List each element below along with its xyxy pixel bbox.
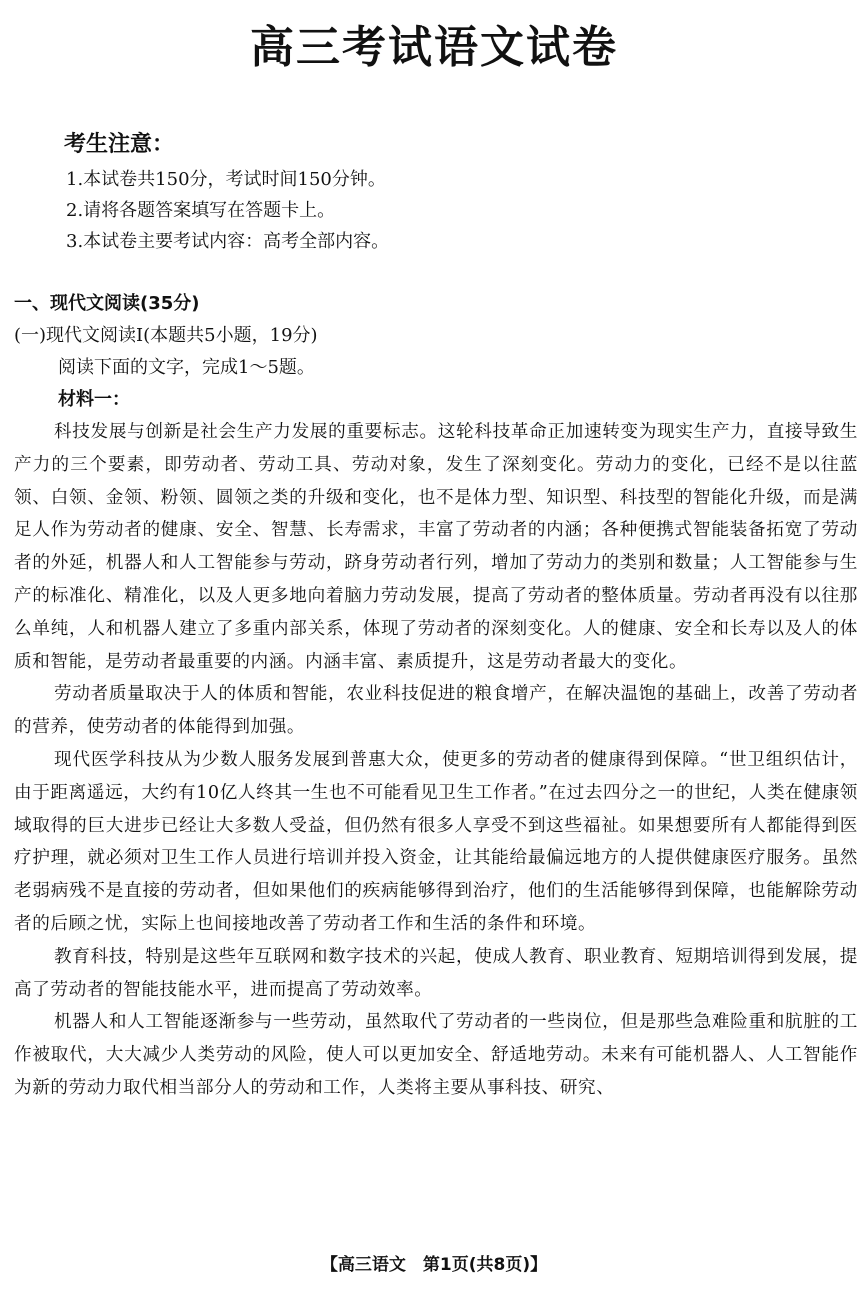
section-instruction: 阅读下面的文字，完成1～5题。 (58, 357, 315, 378)
section-subheading: (一)现代文阅读Ⅰ(本题共5小题，19分) (14, 325, 318, 346)
passage-paragraph: 劳动者质量取决于人的体质和智能，农业科技促进的粮食增产，在解决温饱的基础上，改善了劳动者的营养，使劳动者的体能得到加强。 (14, 684, 858, 738)
candidate-notice (64, 128, 824, 257)
notice-item: 2.请将各题答案填写在答题卡上。 (66, 200, 336, 221)
page-footer: 【高三语文 第1页(共8页)】 (320, 1255, 548, 1275)
passage-paragraph: 教育科技，特别是这些年互联网和数字技术的兴起，使成人教育、职业教育、短期培训得到发展，提高了劳动者的智能技能水平，进而提高了劳动效率。 (14, 946, 858, 1000)
section-heading: 一、现代文阅读(35分) (14, 293, 200, 314)
notice-item: 1.本试卷共150分，考试时间150分钟。 (66, 169, 386, 190)
passage-paragraph: 现代医学科技从为少数人服务发展到普惠大众，使更多的劳动者的健康得到保障。“世卫组织估计，由于距离遥远，大约有10亿人终其一生也不可能看见卫生工作者。”在过去四分之一的世纪，人类在健康领域取得的巨大进步已经让大多数人受益，但仍然有很多人享受不到这些福祉。如果想要所有人都能得到医疗护理，就必须对卫生工作人员进行培训并投入资金，让其能给最偏远地方的人提供健康医疗服务。虽然老弱病残不是直接的劳动者，但如果他们的疾病能够得到治疗，他们的生活能够得到保障，也能解除劳动者的后顾之忧，实际上也间接地改善了劳动者工作和生活的条件和环境。 (14, 749, 858, 934)
page-title: 高三考试语文试卷 (250, 22, 618, 73)
material-label: 材料一： (58, 389, 130, 410)
passage-paragraph: 科技发展与创新是社会生产力发展的重要标志。这轮科技革命正加速转变为现实生产力，直接导致生产力的三个要素，即劳动者、劳动工具、劳动对象，发生了深刻变化。劳动力的变化，已经不是以往蓝领、白领、金领、粉领、圆领之类的升级和变化，也不是体力型、知识型、科技型的智能化升级，而是满足人作为劳动者的健康、安全、智慧、长寿需求，丰富了劳动者的内涵；各种便携式智能装备拓宽了劳动者的外延，机器人和人工智能参与劳动，跻身劳动者行列，增加了劳动力的类别和数量；人工智能参与生产的标准化、精准化，以及人更多地向着脑力劳动发展，提高了劳动者的整体质量。劳动者再没有以往那么单纯，人和机器人建立了多重内部关系，体现了劳动者的深刻变化。人的健康、安全和长寿以及人的体质和智能，是劳动者最重要的内涵。内涵丰富、素质提升，这是劳动者最大的变化。 (14, 422, 858, 672)
passage-paragraph: 机器人和人工智能逐渐参与一些劳动，虽然取代了劳动者的一些岗位，但是那些急难险重和肮脏的工作被取代，大大减少人类劳动的风险，使人可以更加安全、舒适地劳动。未来有可能机器人、人工智能作为新的劳动力取代相当部分人的劳动和工作，人类将主要从事科技、研究、 (14, 1012, 858, 1098)
reading-section (14, 288, 858, 1105)
notice-heading: 考生注意： (64, 132, 175, 157)
notice-item: 3.本试卷主要考试内容：高考全部内容。 (66, 231, 390, 252)
